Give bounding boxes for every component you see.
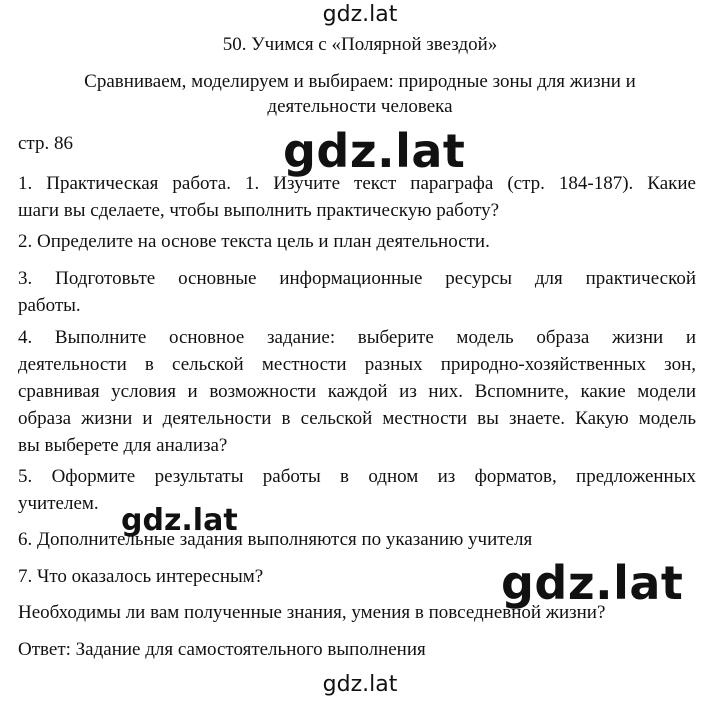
- lesson-subtitle-line1: Сравниваем, моделируем и выбираем: природные зоны для жизни и: [84, 71, 636, 92]
- task-4-line5: вы выберете для анализа?: [18, 435, 228, 456]
- watermark-medium: gdz.lat: [121, 503, 238, 538]
- task-5-line2: учителем.: [18, 493, 99, 514]
- task-4-line4: образа жизни и деятельности в сельской местности вы знаете. Какую модель: [18, 408, 696, 429]
- task-3-line2: работы.: [18, 295, 81, 316]
- task-5: [18, 463, 696, 517]
- task-1: [18, 170, 696, 224]
- task-1-line2: шаги вы сделаете, чтобы выполнить практическую работу?: [18, 200, 500, 221]
- question-usefulness: Необходимы ли вам полученные знания, умения в повседневной жизни?: [18, 602, 606, 623]
- task-4-line1: 4. Выполните основное задание: выберите модель образа жизни и: [18, 327, 696, 348]
- watermark-bottom: gdz.lat: [322, 672, 398, 697]
- task-5-line1: 5. Оформите результаты работы в одном из форматов, предложенных: [18, 466, 696, 487]
- task-1-line1: 1. Практическая работа. 1. Изучите текст параграфа (стр. 184-187). Какие: [18, 173, 696, 194]
- answer-text: Ответ: Задание для самостоятельного выполнения: [18, 639, 426, 660]
- task-7: 7. Что оказалось интересным?: [18, 566, 264, 587]
- task-2: 2. Определите на основе текста цель и план деятельности.: [18, 231, 490, 252]
- task-3-line1: 3. Подготовьте основные информационные ресурсы для практической: [18, 268, 696, 289]
- lesson-title: 50. Учимся с «Полярной звездой»: [222, 34, 498, 55]
- watermark-large-2: gdz.lat: [501, 556, 684, 610]
- watermark-top: gdz.lat: [322, 2, 398, 27]
- watermark-large-1: gdz.lat: [283, 124, 466, 178]
- task-6: 6. Дополнительные задания выполняются по указанию учителя: [18, 529, 533, 550]
- task-3: [18, 265, 696, 319]
- task-4: [18, 324, 696, 459]
- task-4-line2: деятельности в сельской местности разных природно-хозяйственных зон,: [18, 354, 696, 375]
- page-reference: стр. 86: [18, 133, 73, 154]
- task-4-line3: сравнивая условия и возможности каждой из них. Вспомните, какие модели: [18, 381, 696, 402]
- lesson-subtitle-line2: деятельности человека: [267, 96, 453, 117]
